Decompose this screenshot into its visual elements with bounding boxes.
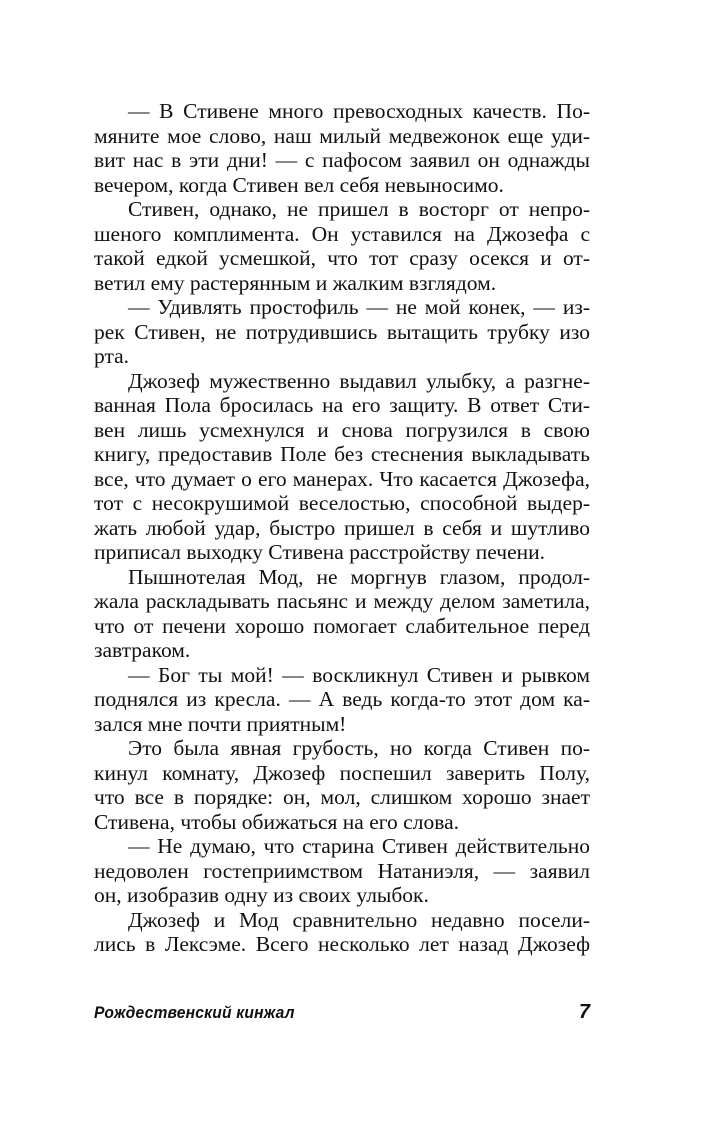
text-line: недоволен гостеприимством Натаниэля, — заявил bbox=[94, 858, 590, 883]
text-line: Это была явная грубость, но когда Стивен по- bbox=[128, 736, 590, 760]
text-line: мяните мое слово, наш милый медвежонок еще уди- bbox=[94, 123, 590, 148]
paragraph bbox=[94, 736, 590, 834]
text-line: все, что думает о его манерах. Что касается Джозефа, bbox=[94, 466, 590, 491]
text-line: Стивена, чтобы обижаться на его слова. bbox=[94, 809, 459, 834]
paragraph bbox=[94, 834, 590, 908]
text-line: такой едкой усмешкой, что тот сразу осекся и от- bbox=[94, 246, 590, 270]
text-line: Стивен, однако, не пришел в восторг от непро- bbox=[128, 197, 590, 221]
text-line: тот с несокрушимой веселостью, способной выдер- bbox=[94, 491, 590, 515]
text-line: шеного комплимента. Он уставился на Джозефа с bbox=[94, 221, 590, 246]
text-line: рек Стивен, не потрудившись вытащить трубку изо bbox=[94, 319, 590, 344]
text-line: ванная Пола бросилась на его защиту. В ответ Сти- bbox=[94, 393, 590, 417]
text-line: лись в Лексэме. Всего несколько лет назад Джозеф bbox=[94, 932, 590, 956]
page-number: 7 bbox=[578, 1001, 590, 1023]
text-line: вит нас в эти дни! — с пафосом заявил он однажды bbox=[94, 148, 590, 172]
text-line: книгу, предоставив Поле без стеснения выкладывать bbox=[94, 442, 590, 466]
text-line: что от печени хорошо помогает слабительное перед bbox=[94, 613, 590, 638]
paragraph bbox=[94, 369, 590, 565]
running-title: Рождественский кинжал bbox=[94, 1003, 295, 1022]
text-line: — Не думаю, что старина Стивен действительно bbox=[128, 834, 590, 858]
text-line: завтраком. bbox=[94, 638, 191, 662]
text-line: Джозеф мужественно выдавил улыбку, а разгне- bbox=[128, 368, 590, 393]
text-line: — В Стивене много превосходных качеств. По- bbox=[128, 99, 590, 123]
paragraph bbox=[94, 908, 590, 957]
text-line: что все в порядке: он, мол, слишком хорошо знает bbox=[94, 785, 590, 809]
paragraph bbox=[94, 295, 590, 369]
text-line: зался мне почти приятным! bbox=[94, 711, 347, 736]
text-line: вечером, когда Стивен вел себя невыносимо. bbox=[94, 172, 504, 197]
text-line: вен лишь усмехнулся и снова погрузился в свою bbox=[94, 417, 590, 442]
text-line: кинул комнату, Джозеф поспешил заверить Полу, bbox=[94, 760, 590, 785]
page-footer bbox=[94, 1001, 590, 1024]
paragraph bbox=[94, 99, 590, 197]
text-line: ветил ему растерянным и жалким взглядом. bbox=[94, 270, 497, 295]
text-line: жать любой удар, быстро пришел в себя и шутливо bbox=[94, 515, 590, 540]
text-line: поднялся из кресла. — А ведь когда-то этот дом ка- bbox=[94, 687, 590, 711]
body-text bbox=[94, 99, 590, 957]
text-line: жала раскладывать пасьянс и между делом заметила, bbox=[94, 589, 590, 613]
text-line: Джозеф и Мод сравнительно недавно посели- bbox=[128, 907, 590, 932]
paragraph bbox=[94, 663, 590, 737]
text-line: приписал выходку Стивена расстройству печени. bbox=[94, 540, 546, 564]
text-line: рта. bbox=[94, 344, 130, 368]
text-line: — Удивлять простофиль — не мой конек, — из- bbox=[128, 295, 590, 319]
text-line: он, изобразив одну из своих улыбок. bbox=[94, 883, 429, 907]
text-line: Пышнотелая Мод, не моргнув глазом, продол- bbox=[128, 564, 590, 589]
paragraph bbox=[94, 197, 590, 295]
paragraph bbox=[94, 565, 590, 663]
text-line: — Бог ты мой! — воскликнул Стивен и рывком bbox=[128, 662, 590, 687]
